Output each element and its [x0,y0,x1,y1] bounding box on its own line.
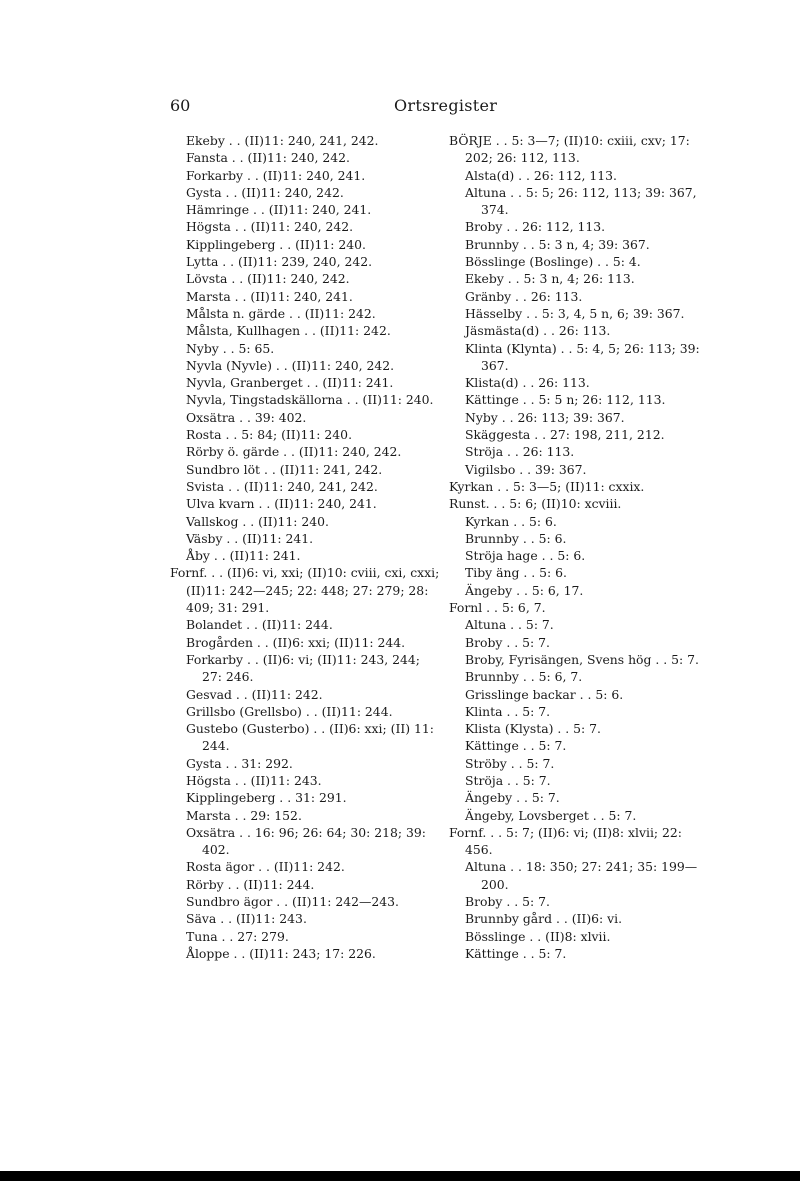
index-subentry: Kättinge . . 5: 7. [465,945,567,961]
index-subentry: Fansta . . (II)11: 240, 242. [186,150,350,166]
index-subentry: Klista(d) . . 26: 113. [465,375,590,391]
index-subentry: Nyby . . 26: 113; 39: 367. [465,409,625,425]
index-subentry: Ängeby . . 5: 6, 17. [465,582,584,598]
index-subentry: Grisslinge backar . . 5: 6. [465,686,624,702]
index-subentry: Svista . . (II)11: 240, 241, 242. [186,478,378,494]
index-subentry: Gustebo (Gusterbo) . . (II)6: xxi; (II) 11: 244. [186,721,434,754]
page-number: 60 [170,96,191,115]
index-subentry: Rosta . . 5: 84; (II)11: 240. [186,427,353,443]
index-subentry: Gränby . . 26: 113. [465,288,583,304]
index-subentry: Ekeby . . 5: 3 n, 4; 26: 113. [465,271,635,287]
running-head: Ortsregister [394,96,498,115]
index-subentry: Kipplingeberg . . 31: 291. [186,790,347,806]
index-subentry: Broby . . 26: 112, 113. [465,219,606,235]
index-subentry: Väsby . . (II)11: 241. [186,530,314,546]
index-subentry: Bolandet . . (II)11: 244. [186,617,333,633]
index-subentry: Grillsbo (Grellsbo) . . (II)11: 244. [186,703,393,719]
index-subentry: Marsta . . (II)11: 240, 241. [186,288,353,304]
index-subentry: Högsta . . (II)11: 243. [186,772,322,788]
index-subentry: Ströja . . 5: 7. [465,772,551,788]
index-subentry: Ängeby . . 5: 7. [465,790,560,806]
index-subentry: Rörby . . (II)11: 244. [186,876,315,892]
scan-border [0,1171,800,1181]
index-subentry: Brunnby gård . . (II)6: vi. [465,911,623,927]
index-heading-entry: Fornf. . . (II)6: vi, xxi; (II)10: cviii, cxi, cxxi; (II)11: 242—245; 22: 448; 27: 279; 28: 409; 31: 291. [170,565,440,616]
index-subentry: Broby . . 5: 7. [465,894,550,910]
index-heading-entry: Runst. . . 5: 6; (II)10: xcviii. [449,496,622,512]
index-subentry: Högsta . . (II)11: 240, 242. [186,219,354,235]
index-subentry: Gesvad . . (II)11: 242. [186,686,323,702]
index-subentry: Broby . . 5: 7. [465,634,550,650]
index-subentry: Tiby äng . . 5: 6. [465,565,567,581]
index-subentry: Oxsätra . . 39: 402. [186,409,307,425]
index-subentry: Gysta . . 31: 292. [186,755,293,771]
index-subentry: Nyvla, Granberget . . (II)11: 241. [186,375,394,391]
index-subentry: Åloppe . . (II)11: 243; 17: 226. [186,945,376,961]
index-subentry: Ströja . . 26: 113. [465,444,575,460]
index-subentry: Ängeby, Lovsberget . . 5: 7. [465,807,637,823]
index-subentry: Klista (Klysta) . . 5: 7. [465,721,601,737]
index-subentry: Altuna . . 18: 350; 27: 241; 35: 199—200. [465,859,698,892]
index-subentry: Skäggesta . . 27: 198, 211, 212. [465,427,665,443]
index-subentry: Marsta . . 29: 152. [186,807,302,823]
index-subentry: Lövsta . . (II)11: 240, 242. [186,271,350,287]
index-subentry: Bösslinge . . (II)8: xlvii. [465,928,611,944]
index-subentry: Ströby . . 5: 7. [465,755,555,771]
index-subentry: Säva . . (II)11: 243. [186,911,307,927]
index-subentry: Gysta . . (II)11: 240, 242. [186,184,344,200]
index-heading-entry: Kyrkan . . 5: 3—5; (II)11: cxxix. [449,478,645,494]
index-subentry: Tuna . . 27: 279. [186,928,289,944]
index-subentry: Lytta . . (II)11: 239, 240, 242. [186,254,373,270]
index-subentry: Klinta (Klynta) . . 5: 4, 5; 26: 113; 39: 367. [465,340,700,373]
index-subentry: Ekeby . . (II)11: 240, 241, 242. [186,133,379,148]
index-subentry: Jäsmästa(d) . . 26: 113. [465,323,611,339]
index-subentry: Nyvla, Tingstadskällorna . . (II)11: 240. [186,392,434,408]
index-subentry: Ströja hage . . 5: 6. [465,548,586,564]
index-subentry: Forkarby . . (II)11: 240, 241. [186,167,366,183]
index-subentry: Åby . . (II)11: 241. [186,548,301,564]
index-subentry: Kyrkan . . 5: 6. [465,513,557,529]
index-subentry: Vallskog . . (II)11: 240. [186,513,329,529]
index-subentry: Sundbro ägor . . (II)11: 242—243. [186,894,399,910]
left-index-column [170,132,440,962]
index-heading-entry: BÖRJE . . 5: 3—7; (II)10: cxiii, cxv; 17: 202; 26: 112, 113. [449,133,690,166]
index-subentry: Målsta n. gärde . . (II)11: 242. [186,305,376,321]
index-subentry: Altuna . . 5: 5; 26: 112, 113; 39: 367, 374. [465,184,697,218]
index-subentry: Broby, Fyrisängen, Svens hög . . 5: 7. [465,651,699,667]
index-subentry: Alsta(d) . . 26: 112, 113. [465,167,617,183]
index-subentry: Brunnby . . 5: 6, 7. [465,669,583,685]
index-subentry: Nyvla (Nyvle) . . (II)11: 240, 242. [186,357,395,373]
index-subentry: Rosta ägor . . (II)11: 242. [186,859,345,875]
index-subentry: Sundbro löt . . (II)11: 241, 242. [186,461,383,477]
index-heading-entry: Fornl . . 5: 6, 7. [449,600,546,616]
index-subentry: Målsta, Kullhagen . . (II)11: 242. [186,323,391,339]
index-heading-entry: Fornf. . . 5: 7; (II)6: vi; (II)8: xlvii; 22: 456. [449,824,682,858]
index-subentry: Nyby . . 5: 65. [186,340,275,356]
index-subentry: Brunnby . . 5: 3 n, 4; 39: 367. [465,236,650,252]
index-subentry: Brogården . . (II)6: xxi; (II)11: 244. [186,634,406,650]
index-subentry: Bösslinge (Boslinge) . . 5: 4. [465,254,641,270]
index-subentry: Rörby ö. gärde . . (II)11: 240, 242. [186,444,402,460]
index-subentry: Kättinge . . 5: 5 n; 26: 112, 113. [465,392,666,408]
index-subentry: Klinta . . 5: 7. [465,703,551,719]
index-subentry: Altuna . . 5: 7. [465,617,554,633]
index-subentry: Vigilsbo . . 39: 367. [465,461,587,477]
index-subentry: Brunnby . . 5: 6. [465,530,567,546]
right-index-column [449,132,711,962]
index-subentry: Hämringe . . (II)11: 240, 241. [186,202,372,218]
index-subentry: Kättinge . . 5: 7. [465,738,567,754]
index-subentry: Hässelby . . 5: 3, 4, 5 n, 6; 39: 367. [465,305,685,321]
index-subentry: Forkarby . . (II)6: vi; (II)11: 243, 244; 27: 246. [186,651,420,685]
index-subentry: Oxsätra . . 16: 96; 26: 64; 30: 218; 39: 402. [186,824,426,858]
index-subentry: Kipplingeberg . . (II)11: 240. [186,236,366,252]
index-subentry: Ulva kvarn . . (II)11: 240, 241. [186,496,377,512]
